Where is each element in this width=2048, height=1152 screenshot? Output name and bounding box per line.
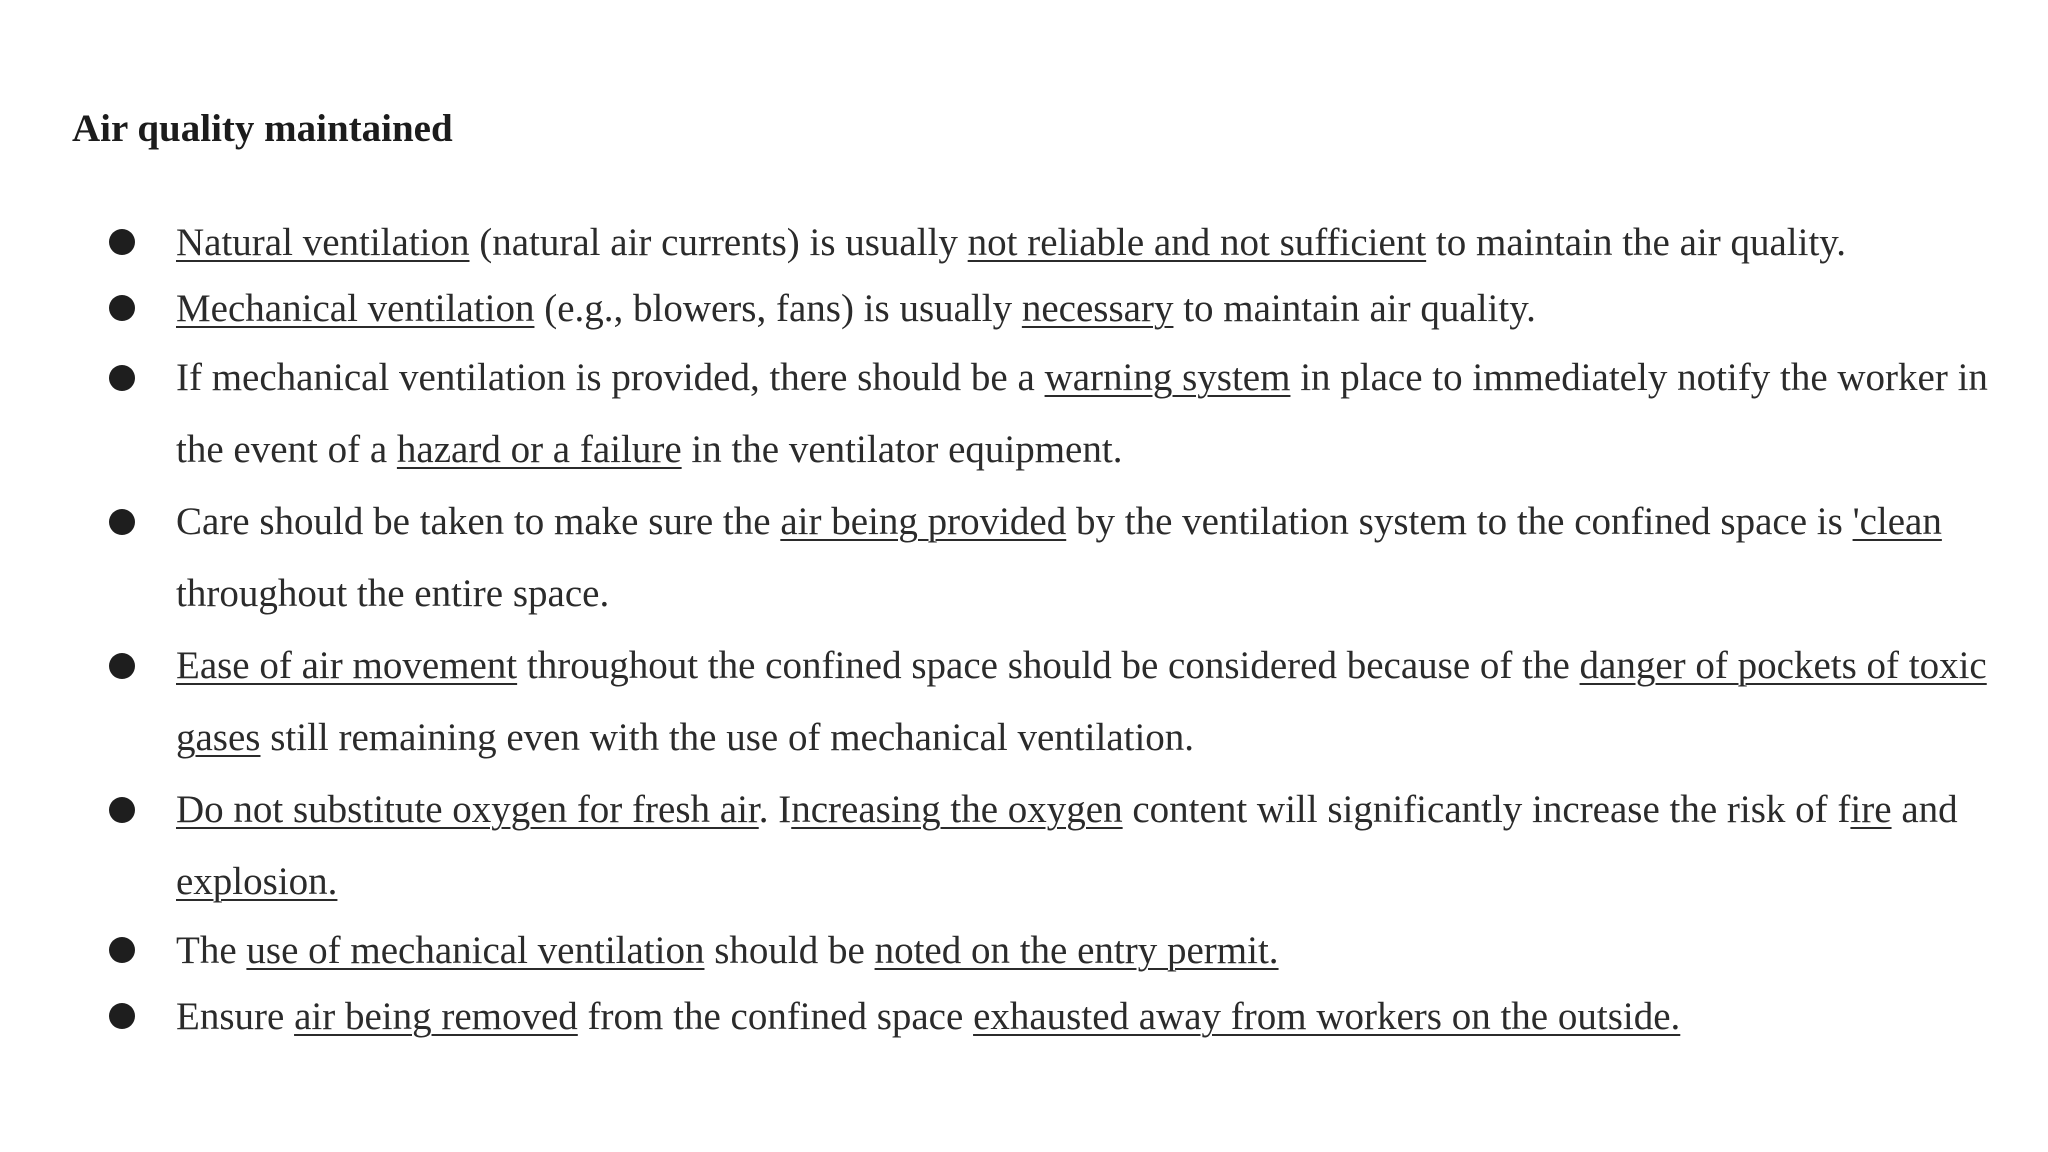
bullet-dot-icon: [109, 937, 135, 963]
bullet-item: [72, 342, 2012, 486]
bullet-dot-icon: [109, 509, 135, 535]
underlined-phrase: use of mechanical ventilation: [246, 929, 705, 972]
underlined-phrase: 'clean: [1852, 500, 1942, 543]
underlined-phrase: explosion.: [176, 860, 338, 903]
underlined-phrase: ire: [1850, 788, 1892, 831]
bullet-dot-icon: [109, 1003, 135, 1029]
bullet-list: [72, 210, 2012, 1050]
underlined-phrase: Natural ventilation: [176, 221, 470, 264]
text-span: should be: [704, 929, 875, 972]
text-span: The: [176, 929, 247, 972]
underlined-phrase: Do not substitute oxygen for fresh air: [176, 788, 759, 831]
bullet-dot-icon: [109, 797, 135, 823]
bullet-item: [72, 276, 2012, 342]
text-span: content will significantly increase the risk of f: [1122, 788, 1851, 831]
bullet-item: [72, 210, 2012, 276]
text-span: If mechanical ventilation is provided, there should be a: [176, 356, 1045, 399]
underlined-phrase: warning system: [1044, 356, 1291, 399]
underlined-phrase: not reliable and not sufficient: [967, 221, 1427, 264]
text-span: . I: [758, 788, 792, 831]
text-span: Care should be taken to make sure the: [176, 500, 781, 543]
underlined-phrase: air being provided: [780, 500, 1067, 543]
text-span: to maintain air quality.: [1173, 287, 1536, 330]
text-span: throughout the confined space should be considered because of the: [517, 644, 1580, 687]
underlined-phrase: hazard or a failure: [396, 428, 682, 471]
text-span: throughout the entire space.: [176, 572, 610, 615]
bullet-item: [72, 774, 2012, 918]
text-span: (natural air currents) is usually: [469, 221, 968, 264]
underlined-phrase: ncreasing the oxygen: [791, 788, 1123, 831]
bullet-item: [72, 630, 2012, 774]
bullet-dot-icon: [109, 365, 135, 391]
underlined-phrase: danger of pockets of toxic gases: [176, 644, 1987, 759]
text-span: from the confined space: [577, 995, 974, 1038]
text-span: still remaining even with the use of mechanical ventilation.: [260, 716, 1195, 759]
bullet-dot-icon: [109, 229, 135, 255]
underlined-phrase: Ease of air movement: [176, 644, 518, 687]
text-span: in place to immediately notify the worker in the event of a: [176, 356, 1988, 471]
bullet-item: [72, 486, 2012, 630]
underlined-phrase: noted on the entry permit.: [874, 929, 1279, 972]
bullet-dot-icon: [109, 653, 135, 679]
underlined-phrase: exhausted away from workers on the outside.: [973, 995, 1681, 1038]
underlined-phrase: necessary: [1021, 287, 1174, 330]
bullet-item: [72, 984, 2012, 1050]
bullet-dot-icon: [109, 295, 135, 321]
text-span: and: [1891, 788, 1958, 831]
bullet-item: [72, 918, 2012, 984]
underlined-phrase: air being removed: [294, 995, 578, 1038]
text-span: Ensure: [176, 995, 295, 1038]
text-span: in the ventilator equipment.: [681, 428, 1123, 471]
text-span: (e.g., blowers, fans) is usually: [534, 287, 1022, 330]
section-heading: Air quality maintained: [72, 107, 453, 150]
text-span: by the ventilation system to the confined space is: [1066, 500, 1853, 543]
text-span: to maintain the air quality.: [1426, 221, 1847, 264]
underlined-phrase: Mechanical ventilation: [176, 287, 535, 330]
